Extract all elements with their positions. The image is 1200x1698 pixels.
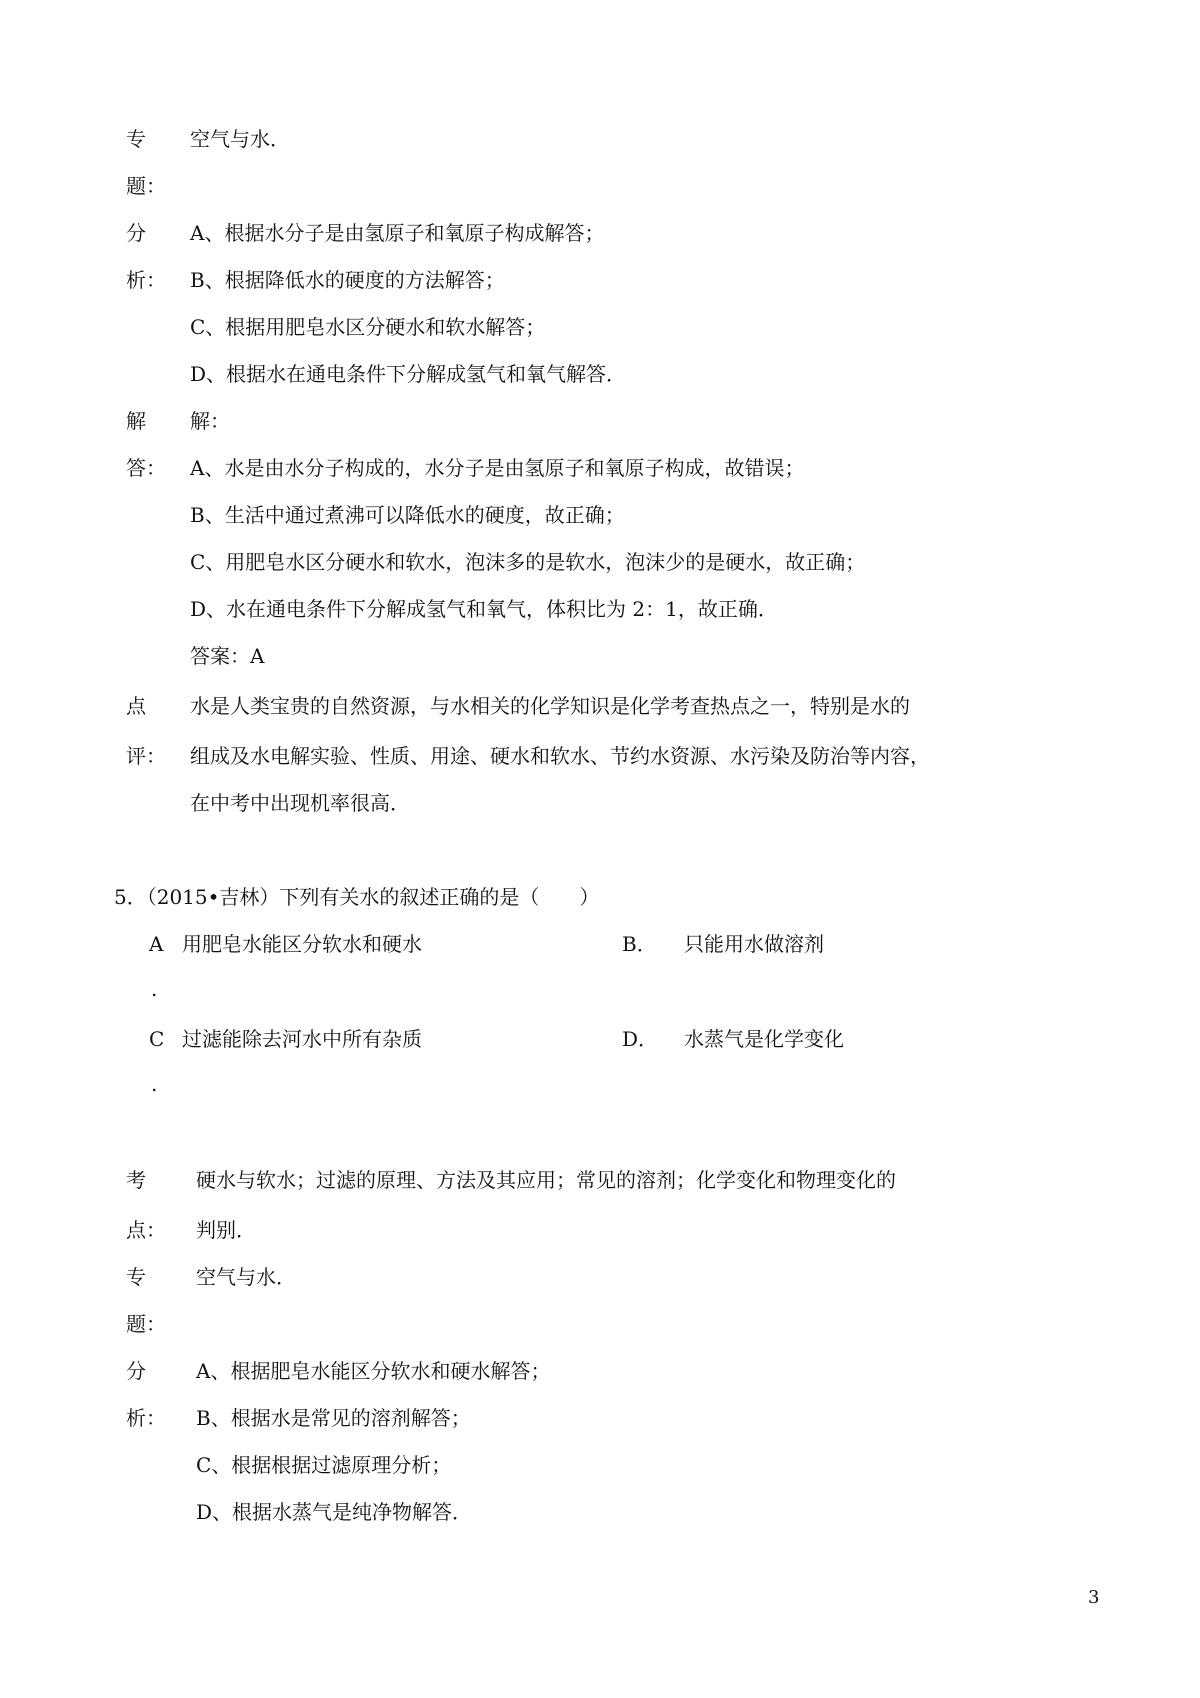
label-zhuanti-1a: 专 (126, 127, 146, 151)
label-zhuanti-2b: 题： (126, 1312, 166, 1336)
fenxi-1-line-a: A、根据水分子是由氢原子和氧原子构成解答； (190, 221, 605, 245)
kaodian-line-2: 判别． (196, 1218, 256, 1242)
label-fenxi-1a: 分 (126, 221, 146, 245)
fenxi-2-line-a: A、根据肥皂水能区分软水和硬水解答； (196, 1359, 551, 1383)
label-kaodian-a: 考 (126, 1168, 146, 1192)
dianping-line-3: 在中考中出现机率很高． (190, 791, 410, 815)
jieda-line-c: C、用肥皂水区分硬水和软水，泡沫多的是软水，泡沫少的是硬水，故正确； (190, 550, 866, 574)
question-5-stem: 5．（2015•吉林）下列有关水的叙述正确的是（ ） (114, 885, 600, 909)
fenxi-1-line-b: B、根据降低水的硬度的方法解答； (190, 268, 505, 292)
zhuanti-2-text: 空气与水． (196, 1265, 296, 1289)
option-b-letter: B． (622, 932, 657, 956)
option-d-letter: D． (622, 1027, 659, 1051)
option-a-dot: . (151, 977, 158, 1001)
label-fenxi-2a: 分 (126, 1359, 146, 1383)
jieda-line-b: B、生活中通过煮沸可以降低水的硬度，故正确； (190, 503, 625, 527)
option-a-letter: A (149, 932, 164, 956)
option-c-letter: C (149, 1027, 165, 1051)
label-fenxi-1b: 析： (126, 268, 166, 292)
jieda-line-a: A、水是由水分子构成的，水分子是由氢原子和氧原子构成，故错误； (190, 456, 805, 480)
dianping-line-2: 组成及水电解实验、性质、用途、硬水和软水、节约水资源、水污染及防治等内容， (190, 744, 930, 768)
label-zhuanti-2a: 专 (126, 1265, 146, 1289)
fenxi-1-line-c: C、根据用肥皂水区分硬水和软水解答； (190, 315, 546, 339)
label-zhuanti-1b: 题： (126, 174, 166, 198)
label-kaodian-b: 点： (126, 1218, 166, 1242)
label-dianping-b: 评： (126, 744, 166, 768)
kaodian-line-1: 硬水与软水；过滤的原理、方法及其应用；常见的溶剂；化学变化和物理变化的 (196, 1168, 896, 1192)
page-number: 3 (1088, 1587, 1100, 1608)
fenxi-2-line-d: D、根据水蒸气是纯净物解答． (196, 1500, 473, 1524)
option-c-text: 过滤能除去河水中所有杂质 (182, 1027, 422, 1051)
option-d-text: 水蒸气是化学变化 (684, 1027, 844, 1051)
jieda-answer: 答案：A (190, 644, 265, 668)
option-c-dot: . (151, 1072, 158, 1096)
option-a-text: 用肥皂水能区分软水和硬水 (182, 932, 422, 956)
dianping-line-1: 水是人类宝贵的自然资源，与水相关的化学知识是化学考查热点之一，特别是水的 (190, 694, 910, 718)
fenxi-1-line-d: D、根据水在通电条件下分解成氢气和氧气解答． (190, 362, 627, 386)
option-b-text: 只能用水做溶剂 (684, 932, 824, 956)
label-jieda-b: 答： (126, 456, 166, 480)
label-dianping-a: 点 (126, 694, 146, 718)
jieda-line-0: 解： (190, 409, 230, 433)
fenxi-2-line-c: C、根据根据过滤原理分析； (196, 1453, 452, 1477)
jieda-line-d: D、水在通电条件下分解成氢气和氧气，体积比为 2：1，故正确． (190, 597, 778, 621)
label-jieda-a: 解 (126, 409, 146, 433)
fenxi-2-line-b: B、根据水是常见的溶剂解答； (196, 1406, 471, 1430)
zhuanti-1-text: 空气与水． (190, 127, 290, 151)
label-fenxi-2b: 析： (126, 1406, 166, 1430)
